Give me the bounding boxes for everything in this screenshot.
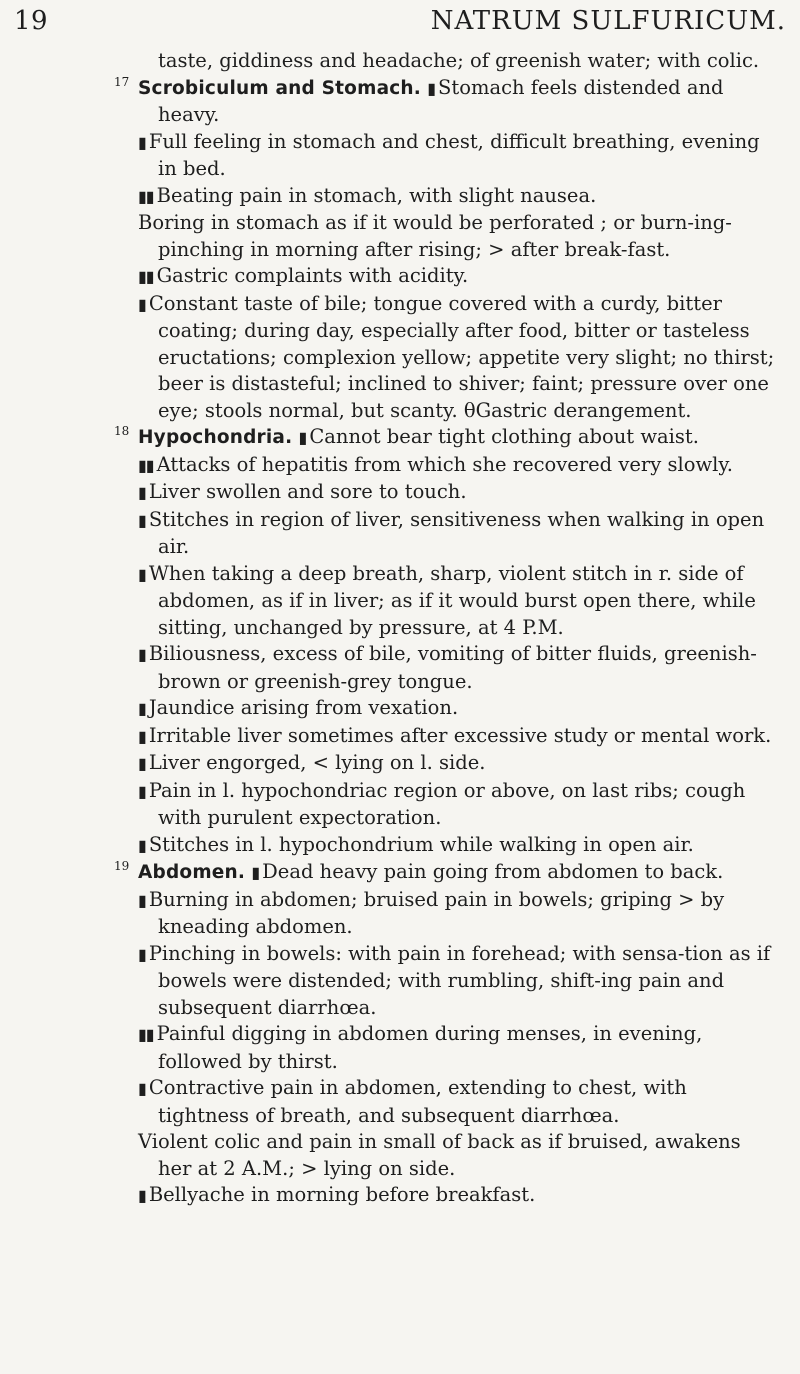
symptom-paragraph — [138, 1129, 778, 1182]
emphasis-mark: ▮ — [138, 781, 146, 801]
paragraph-text: Jaundice arising from vexation. — [148, 696, 459, 719]
paragraph-continuation — [138, 48, 778, 75]
section-title: Scrobiculum and Stomach. — [138, 77, 422, 99]
paragraph-text: Boring in stomach as if it would be perforated ; or burn-ing-pinching in morning after rising; > after break-fast. — [138, 211, 732, 261]
symptom-paragraph — [138, 941, 778, 1022]
paragraph-text: Violent colic and pain in small of back as if bruised, awakens her at 2 A.M.; > lying on side. — [138, 1130, 741, 1180]
paragraph-text: Liver swollen and sore to touch. — [148, 480, 467, 503]
emphasis-mark: ▮ — [138, 294, 146, 314]
symptom-paragraph — [138, 561, 778, 642]
paragraph-text: Pain in l. hypochondriac region or above, on last ribs; cough with purulent expectoration. — [148, 778, 746, 829]
symptom-paragraph — [138, 832, 778, 860]
paragraph-text: Constant taste of bile; tongue covered with a curdy, bitter coating; during day, especially after food, bitter or tasteless eructations; complexion yellow; appetite very slight; no thirst; beer is distasteful; inclined to shiver; faint; pressure over one eye; stools normal, but scanty. θGastric derangement. — [148, 291, 775, 422]
section-hypochondria — [114, 424, 778, 452]
symptom-paragraph — [138, 887, 778, 941]
emphasis-mark: ▮ — [138, 890, 146, 910]
symptom-paragraph — [138, 1021, 778, 1075]
symptom-paragraph — [138, 210, 778, 263]
paragraph-text: Cannot bear tight clothing about waist. — [309, 425, 699, 448]
symptom-paragraph — [138, 263, 778, 291]
symptom-paragraph — [138, 723, 778, 751]
symptom-paragraph — [138, 778, 778, 832]
symptom-paragraph — [138, 507, 778, 561]
symptom-paragraph — [138, 750, 778, 778]
section-abdomen — [114, 859, 778, 887]
emphasis-mark: ▮ — [138, 754, 146, 773]
emphasis-mark: ▮ — [138, 645, 146, 664]
symptom-paragraph — [138, 695, 778, 723]
symptom-paragraph — [138, 452, 778, 480]
paragraph-text: When taking a deep breath, sharp, violent stitch in r. side of abdomen, as if in liver; as if it would burst open there, while sitting, unchanged by pressure, at 4 P.M. — [148, 561, 756, 639]
running-head — [0, 6, 800, 46]
paragraph-text: Dead heavy pain going from abdomen to back. — [262, 860, 724, 883]
section-number: 17 — [114, 74, 130, 89]
emphasis-mark: ▮ — [138, 699, 146, 718]
section-number: 18 — [114, 424, 130, 438]
running-title: NATRUM SULFURICUM. — [430, 6, 786, 36]
paragraph-text: Irritable liver sometimes after excessive study or mental work. — [148, 723, 772, 747]
paragraph-text: Stitches in region of liver, sensitiveness when walking in open air. — [148, 507, 765, 558]
paragraph-text: taste, giddiness and headache; of greenish water; with colic. — [158, 49, 760, 72]
paragraph-text: Liver engorged, < lying on l. side. — [148, 751, 486, 774]
emphasis-mark: ▮ — [251, 863, 260, 882]
section-scrobiculum — [114, 74, 778, 129]
emphasis-mark: ▮ — [138, 726, 146, 746]
paragraph-text: Stomach feels distended and heavy. — [158, 75, 724, 126]
emphasis-mark: ▮▮ — [138, 186, 154, 206]
emphasis-mark: ▮ — [298, 428, 307, 447]
section-number: 19 — [114, 859, 130, 873]
paragraph-text: Painful digging in abdomen during menses, in evening, followed by thirst. — [156, 1022, 703, 1073]
emphasis-mark: ▮▮ — [138, 267, 154, 286]
section-title: Hypochondria. — [138, 427, 293, 448]
symptom-paragraph — [138, 291, 778, 425]
emphasis-mark: ▮▮ — [138, 455, 154, 475]
paragraph-text: Stitches in l. hypochondrium while walking in open air. — [148, 832, 694, 856]
emphasis-mark: ▮ — [427, 78, 436, 98]
paragraph-text: Biliousness, excess of bile, vomiting of bitter fluids, greenish-brown or greenish-grey tongue. — [148, 642, 757, 693]
symptom-paragraph — [138, 1075, 778, 1129]
symptom-paragraph — [138, 1182, 778, 1210]
emphasis-mark: ▮ — [138, 944, 146, 964]
emphasis-mark: ▮ — [138, 564, 146, 584]
emphasis-mark: ▮ — [138, 510, 146, 530]
body-text — [114, 48, 778, 1210]
page-number: 19 — [14, 6, 49, 36]
paragraph-text: Bellyache in morning before breakfast. — [148, 1183, 536, 1206]
paragraph-text: Gastric complaints with acidity. — [156, 264, 469, 287]
symptom-paragraph — [138, 129, 778, 183]
paragraph-text: Full feeling in stomach and chest, difficult breathing, evening in bed. — [148, 129, 760, 180]
paragraph-text: Attacks of hepatitis from which she recovered very slowly. — [156, 452, 733, 476]
emphasis-mark: ▮ — [138, 835, 146, 855]
paragraph-text: Pinching in bowels: with pain in forehead; with sensa-tion as if bowels were distended; with rumbling, shift-ing pain and subsequent diarrhœa. — [148, 941, 771, 1019]
emphasis-mark: ▮ — [138, 1079, 146, 1098]
paragraph-text: Beating pain in stomach, with slight nausea. — [156, 183, 597, 207]
emphasis-mark: ▮▮ — [138, 1025, 154, 1044]
paragraph-text: Contractive pain in abdomen, extending to chest, with tightness of breath, and subsequent diarrhœa. — [148, 1076, 687, 1127]
symptom-paragraph — [138, 641, 778, 695]
paragraph-text: Burning in abdomen; bruised pain in bowels; griping > by kneading abdomen. — [148, 887, 725, 938]
symptom-paragraph — [138, 479, 778, 507]
symptom-paragraph — [138, 183, 778, 211]
emphasis-mark: ▮ — [138, 132, 146, 152]
section-title: Abdomen. — [138, 862, 246, 883]
emphasis-mark: ▮ — [138, 1186, 146, 1205]
emphasis-mark: ▮ — [138, 483, 146, 502]
